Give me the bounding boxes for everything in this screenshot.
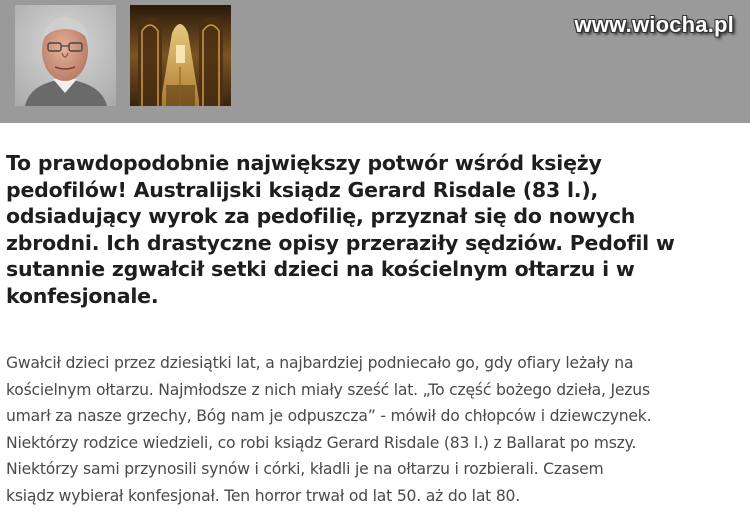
- lead-line: konfesjonale.: [6, 283, 159, 308]
- lead-line: zbrodni. Ich drastyczne opisy przeraziły sędziów. Pedofil w: [6, 230, 675, 255]
- lead-line: sutannie zgwałcił setki dzieci na kościelnym ołtarzu i w: [6, 257, 635, 281]
- site-watermark: www.wiocha.pl: [574, 12, 734, 37]
- article-body: [6, 350, 750, 509]
- body-line: Gwałcił dzieci przez dziesiątki lat, a najbardziej podniecało go, gdy ofiary leżały na: [6, 354, 634, 372]
- article-lead: [6, 150, 746, 309]
- body-line: umarł za nasze grzechy, Bóg nam je odpuszcza” - mówił do chłopców i dziewczynek.: [6, 407, 652, 425]
- cathedral-interior-icon: [130, 5, 231, 106]
- portrait-icon: [15, 5, 116, 106]
- body-line: ksiądz wybierał konfesjonał. Ten horror trwał od lat 50. aż do lat 80.: [6, 486, 521, 505]
- lead-line: To prawdopodobnie największy potwór wśród księży: [6, 151, 602, 175]
- cathedral-photo: [130, 5, 231, 106]
- body-line: kościelnym ołtarzu. Najmłodsze z nich miały sześć lat. „To część bożego dzieła, Jezus: [6, 380, 650, 399]
- body-line: Niektórzy rodzice wiedzieli, co robi ksiądz Gerard Risdale (83 l.) z Ballarat po mszy.: [6, 433, 637, 452]
- body-line: Niektórzy sami przynosili synów i córki, kładli je na ołtarzu i rozbierali. Czasem: [6, 460, 604, 478]
- lead-line: pedofilów! Australijski ksiądz Gerard Risdale (83 l.),: [6, 177, 599, 202]
- header-band: [0, 0, 750, 123]
- lead-line: odsiadujący wyrok za pedofilię, przyznał się do nowych: [6, 204, 636, 228]
- portrait-photo: [15, 5, 116, 106]
